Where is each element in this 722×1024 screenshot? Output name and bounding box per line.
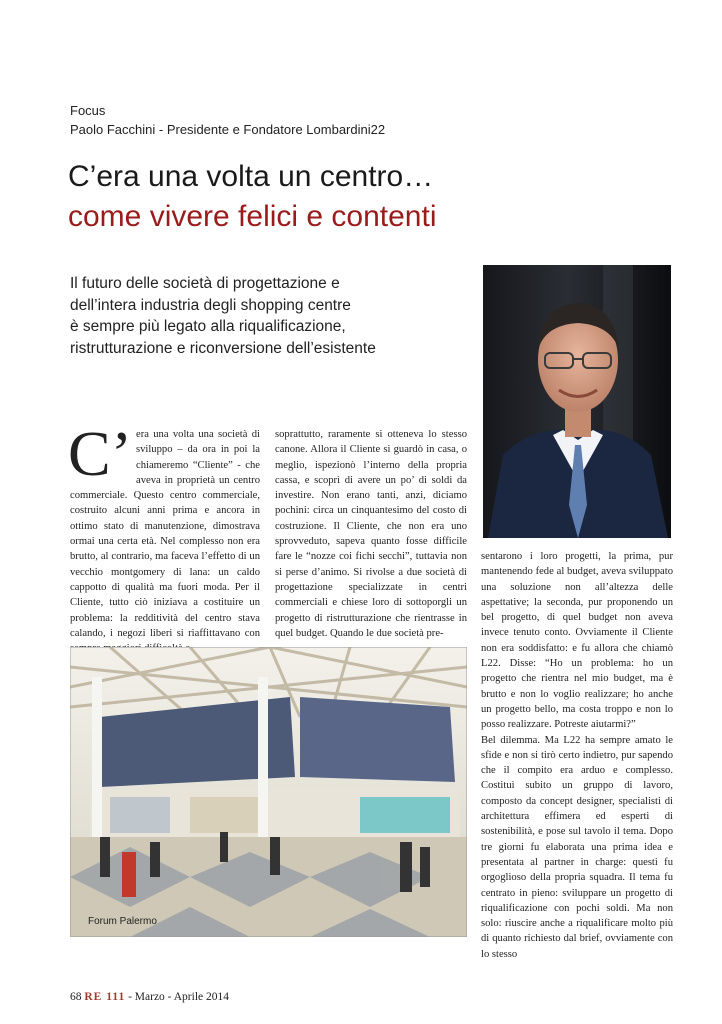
lead-paragraph	[70, 273, 470, 359]
article-column-2	[275, 427, 467, 641]
paragraph: era una volta una società di sviluppo – da ora in poi la chiameremo “Cliente” - che aveva in proprietà un centro commerciale. Questo centro commerciale, costruito alcuni anni prima e ancora in ottimo stato di manutenzione, dimostrava ormai una certa età. Nel complesso non era brutto, al contrario, ma faceva l’effetto di un vecchio montgomery di lana: un caldo cappotto di qualità ma fuori moda. Per il Cliente, tutto ciò iniziava a costituire un problema: la redditività del centro stava calando, i negozi liberi si riaffittavano con	[70, 429, 260, 639]
headline: C’era una volta un centro…	[68, 160, 434, 193]
page-footer	[70, 991, 229, 1003]
lead-line: ristrutturazione e riconversione dell’esistente	[70, 339, 376, 357]
drop-cap: C’	[68, 418, 132, 489]
image-caption: Forum Palermo	[88, 916, 157, 927]
subheadline: come vivere felici e contenti	[68, 200, 437, 233]
mall-photo	[70, 647, 467, 937]
section-label: Focus	[70, 103, 106, 118]
paragraph: sentarono i loro progetti, la prima, pur mantenendo fede al budget, aveva sviluppato una soluzione non all’altezza delle aspettative; la seconda, pur proponendo un bel progetto, di quel budget non aveva invece tenuto conto. Ovviamente il Cliente non era soddisfatto: e fu allora che chiamò L22. Disse: “Ho un problema: ho un progetto che rientra nel mio budget, ma è brutto e non lo voglio realizzare; ho anche un progetto bello, ma costa troppo e non lo posso realizzare. Potreste aiutarmi?”	[481, 551, 673, 731]
paragraph: soprattutto, raramente si otteneva lo stesso canone. Allora il Cliente si guardò in casa, o meglio, ispezionò l’interno della propria cassa, e scoprì di avere un po’ di soldi da investire. Non erano tanti, anzi, diciamo pochini: circa un cinquantesimo del costo di costruzione. Il Cliente, che non era uno sprovveduto, sapeva quanto fosse difficile fare le “nozze coi fichi secchi”, tuttavia non si perse d’animo. Si rivolse a due società di progettazione specializzate in centri commerciali e chiese loro di sottoporgli un progetto di ristrutturazione che rientrasse in quel budget. Quando le due società pre-	[275, 429, 467, 639]
issue-date: - Marzo - Aprile 2014	[128, 991, 230, 1003]
lead-line: dell’intera industria degli shopping centre	[70, 296, 351, 314]
byline: Paolo Facchini - Presidente e Fondatore Lombardini22	[70, 122, 386, 137]
magazine-name: RE 111	[84, 991, 126, 1003]
article-kicker	[70, 101, 385, 139]
lead-line: Il futuro delle società di progettazione e	[70, 275, 340, 292]
article-column-1	[68, 418, 260, 656]
lead-line: è sempre più legato alla riqualificazione,	[70, 318, 346, 335]
paragraph: Bel dilemma. Ma L22 ha sempre amato le sfide e non si tirò certo indietro, pur sapendo che il compito era arduo e complesso. Costituì subito un gruppo di lavoro, composto da concept designer, specialisti di architettura effimera ed esperti di sostenibilità, e pose sul tavolo il tema. Dopo tre giorni fu elaborata una prima idea e presentata al partner in charge: questi fu orgoglioso della propria squadra. Il tema fu centrato in pieno: sviluppare un progetto di riqualificazione con pochi soldi. Ma non solo: riuscire anche a riqualificare molto più di quanto richiesto dal brief, ovviamente con lo stesso	[481, 734, 673, 960]
mall-illustration	[70, 647, 467, 937]
author-portrait	[483, 265, 671, 538]
article-column-3	[481, 549, 673, 962]
page-number: 68	[70, 991, 82, 1003]
portrait-illustration	[483, 265, 671, 538]
